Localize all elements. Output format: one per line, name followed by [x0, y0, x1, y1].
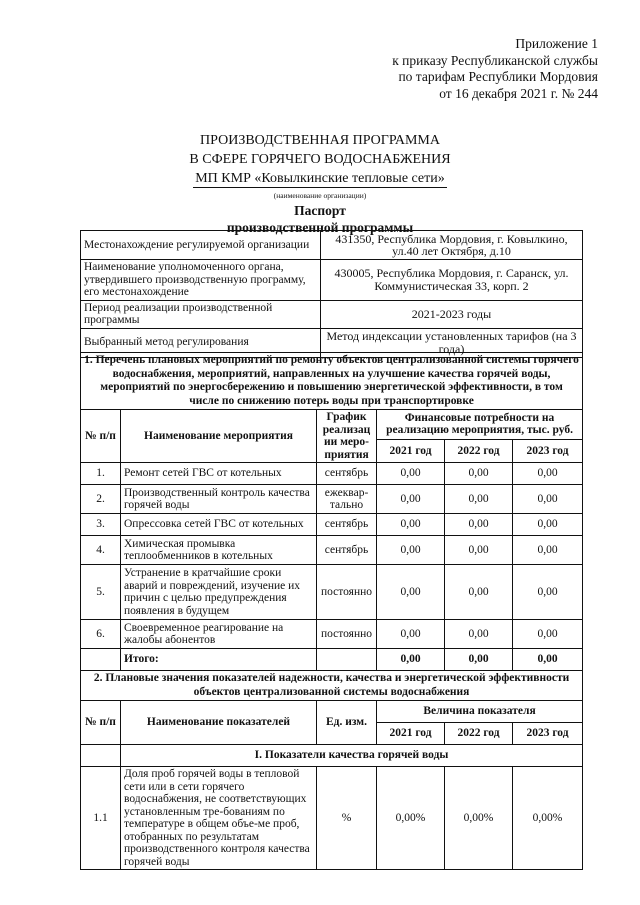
- passport-value: 430005, Республика Мордовия, г. Саранск, ул. Коммунистическая 33, корп. 2: [321, 260, 583, 301]
- row-schedule: сентябрь: [317, 536, 377, 565]
- row-value: 0,00: [445, 514, 513, 536]
- table-row: [81, 671, 583, 701]
- row-num: 2.: [81, 485, 121, 514]
- row-schedule: сентябрь: [317, 463, 377, 485]
- row-value: 0,00: [513, 485, 583, 514]
- organization-name: МП КМР «Ковылкинские тепловые сети»: [195, 171, 445, 186]
- passport-label: Период реализации производственной программы: [81, 300, 321, 328]
- row-num: 4.: [81, 536, 121, 565]
- table-row: [81, 231, 583, 260]
- row-value: 0,00: [445, 565, 513, 620]
- total-label: Итого:: [121, 649, 317, 671]
- activities-table: [80, 352, 583, 870]
- row-num: 3.: [81, 514, 121, 536]
- row-value: 0,00: [513, 463, 583, 485]
- total-value: 0,00: [445, 649, 513, 671]
- row-value: 0,00%: [513, 767, 583, 870]
- table-row: [81, 300, 583, 328]
- year-header: 2023 год: [513, 723, 583, 745]
- passport-label: Выбранный метод регулирования: [81, 328, 321, 357]
- table-row: [81, 745, 583, 767]
- table-header-row: [81, 410, 583, 440]
- col-header-num: № п/п: [81, 701, 121, 745]
- row-schedule: ежеквар-тально: [317, 485, 377, 514]
- appendix-header: [392, 36, 598, 102]
- row-value: 0,00%: [377, 767, 445, 870]
- section-2-title: 2. Плановые значения показателей надежности, качества и энергетической эффективности объектов централизованной системы водоснабжения: [81, 671, 583, 701]
- row-name: Опрессовка сетей ГВС от котельных: [121, 514, 317, 536]
- passport-value: 2021-2023 годы: [321, 300, 583, 328]
- table-row: [81, 463, 583, 485]
- title-line-1: ПРОИЗВОДСТВЕННАЯ ПРОГРАММА: [200, 133, 440, 148]
- passport-label: Наименование уполномоченного органа, утвердившего производственную программу, его местонахождение: [81, 260, 321, 301]
- year-header: 2022 год: [445, 439, 513, 462]
- row-value: 0,00: [445, 463, 513, 485]
- col-header-unit: Ед. изм.: [317, 701, 377, 745]
- subsection-title: I. Показатели качества горячей воды: [121, 745, 583, 767]
- row-name: Производственный контроль качества горячей воды: [121, 485, 317, 514]
- appendix-line: по тарифам Республики Мордовия: [398, 69, 598, 84]
- row-value: 0,00: [513, 514, 583, 536]
- total-row: [81, 649, 583, 671]
- row-value: 0,00%: [445, 767, 513, 870]
- section-1-title: 1. Перечень плановых мероприятий по ремонту объектов централизованной системы горячего водоснабжения, мероприятий, направленных на улучшение качества горячей воды, мероприятий по энергосбережению и повышению энергетической эффективности, в том числе по снижению потерь воды при транспортировке: [81, 353, 583, 410]
- row-value: 0,00: [513, 620, 583, 649]
- row-value: 0,00: [377, 463, 445, 485]
- col-header-schedule: График реализац ии меро-приятия: [317, 410, 377, 463]
- total-value: 0,00: [377, 649, 445, 671]
- appendix-line: к приказу Республиканской службы: [392, 52, 598, 68]
- year-header: 2023 год: [513, 439, 583, 462]
- row-name: Доля проб горячей воды в тепловой сети или в сети горячего водоснабжения, не соответствующих установленным тре-бованиям по температуре в общем объе-ме проб, отобранных по результатам производственного контроля качества горячей воды: [121, 767, 317, 870]
- row-name: Устранение в кратчайшие сроки аварий и повреждений, изучение их причин с целью предупреждения появления в будущем: [121, 565, 317, 620]
- row-value: 0,00: [377, 620, 445, 649]
- table-row: [81, 514, 583, 536]
- passport-value: 431350, Республика Мордовия, г. Ковылкино, ул.40 лет Октября, д.10: [321, 231, 583, 260]
- row-value: 0,00: [513, 565, 583, 620]
- row-value: 0,00: [513, 536, 583, 565]
- row-name: Ремонт сетей ГВС от котельных: [121, 463, 317, 485]
- row-value: 0,00: [445, 620, 513, 649]
- appendix-line: от 16 декабря 2021 г. № 244: [439, 85, 598, 101]
- year-header: 2021 год: [377, 723, 445, 745]
- title-line-2: В СФЕРЕ ГОРЯЧЕГО ВОДОСНАБЖЕНИЯ: [189, 152, 451, 167]
- row-value: 0,00: [377, 536, 445, 565]
- col-header-name: Наименование показателей: [121, 701, 317, 745]
- row-value: 0,00: [445, 485, 513, 514]
- passport-label: Местонахождение регулируемой организации: [81, 231, 321, 260]
- table-header-row: [81, 701, 583, 723]
- row-name: Химическая промывка теплообменников в котельных: [121, 536, 317, 565]
- row-value: 0,00: [377, 565, 445, 620]
- row-value: 0,00: [377, 514, 445, 536]
- row-num: 5.: [81, 565, 121, 620]
- organization-caption: (наименование организации): [273, 191, 367, 200]
- col-header-num: № п/п: [81, 410, 121, 463]
- table-row: [81, 485, 583, 514]
- year-header: 2022 год: [445, 723, 513, 745]
- table-row: [81, 767, 583, 870]
- row-name: Своевременное реагирование на жалобы абонентов: [121, 620, 317, 649]
- table-row: [81, 620, 583, 649]
- row-value: 0,00: [445, 536, 513, 565]
- col-header-value: Величина показателя: [377, 701, 583, 723]
- table-row: [81, 353, 583, 410]
- col-header-finance: Финансовые потребности на реализацию мероприятия, тыс. руб.: [377, 410, 583, 440]
- document-title: [0, 131, 640, 236]
- row-num: 1.1: [81, 767, 121, 870]
- passport-subheading: производственной программы: [226, 220, 414, 235]
- row-num: 1.: [81, 463, 121, 485]
- year-header: 2021 год: [377, 439, 445, 462]
- table-row: [81, 565, 583, 620]
- row-schedule: постоянно: [317, 565, 377, 620]
- appendix-line: Приложение 1: [515, 36, 598, 51]
- row-unit: %: [317, 767, 377, 870]
- row-num: 6.: [81, 620, 121, 649]
- row-schedule: постоянно: [317, 620, 377, 649]
- col-header-name: Наименование мероприятия: [121, 410, 317, 463]
- passport-value: Метод индексации установленных тарифов (на 3 года): [321, 328, 583, 357]
- passport-table: [80, 230, 583, 358]
- table-row: [81, 260, 583, 301]
- passport-heading: Паспорт: [294, 203, 346, 218]
- row-schedule: сентябрь: [317, 514, 377, 536]
- row-value: 0,00: [377, 485, 445, 514]
- table-row: [81, 536, 583, 565]
- total-value: 0,00: [513, 649, 583, 671]
